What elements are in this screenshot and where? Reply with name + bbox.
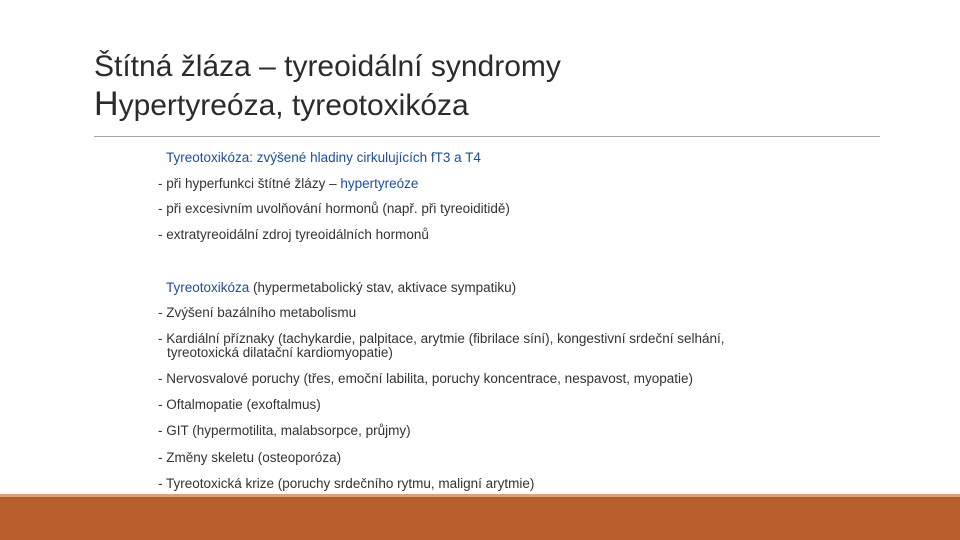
section2-item-2-continued: tyreotoxická dilatační kardiomyopatie) [167, 345, 393, 360]
section1-item-1-highlight: hypertyreóze [340, 176, 419, 191]
slide-title [94, 48, 561, 124]
section1-item-1-text: - při hyperfunkci štítné žlázy – [158, 176, 341, 191]
title-divider [94, 136, 880, 137]
section2-item-3: - Nervosvalové poruchy (třes, emoční labilita, poruchy koncentrace, nespavost, myopatie) [158, 371, 693, 386]
title-line-2-initial: H [94, 85, 119, 123]
section1-item-1 [158, 176, 418, 192]
section2-heading-highlight: Tyreotoxikóza [166, 280, 250, 295]
title-line-2-rest: ypertyreóza, tyreotoxikóza [118, 89, 469, 122]
section2-heading [166, 280, 516, 296]
section2-item-2: - Kardiální příznaky (tachykardie, palpitace, arytmie (fibrilace síní), kongestivní srdeční selhání, [158, 331, 725, 346]
section2-item-5: - GIT (hypermotilita, malabsorpce, průjmy) [158, 423, 411, 438]
section1-heading: Tyreotoxikóza: zvýšené hladiny cirkulujících fT3 a T4 [166, 150, 481, 165]
title-line-1: Štítná žláza – tyreoidální syndromy [94, 50, 561, 83]
footer-bar [0, 497, 960, 540]
title-line-2 [94, 86, 561, 124]
section1-item-2: - při excesivním uvolňování hormonů (např. při tyreoiditidě) [158, 201, 510, 216]
section2-item-4: - Oftalmopatie (exoftalmus) [158, 397, 321, 412]
section2-item-7: - Tyreotoxická krize (poruchy srdečního rytmu, maligní arytmie) [158, 476, 535, 491]
section2-item-6: - Změny skeletu (osteoporóza) [158, 450, 342, 465]
section2-item-1: - Zvýšení bazálního metabolismu [158, 305, 357, 320]
section1-item-3: - extratyreoidální zdroj tyreoidálních hormonů [158, 227, 429, 242]
section2-heading-rest: (hypermetabolický stav, aktivace sympatiku) [249, 280, 517, 295]
